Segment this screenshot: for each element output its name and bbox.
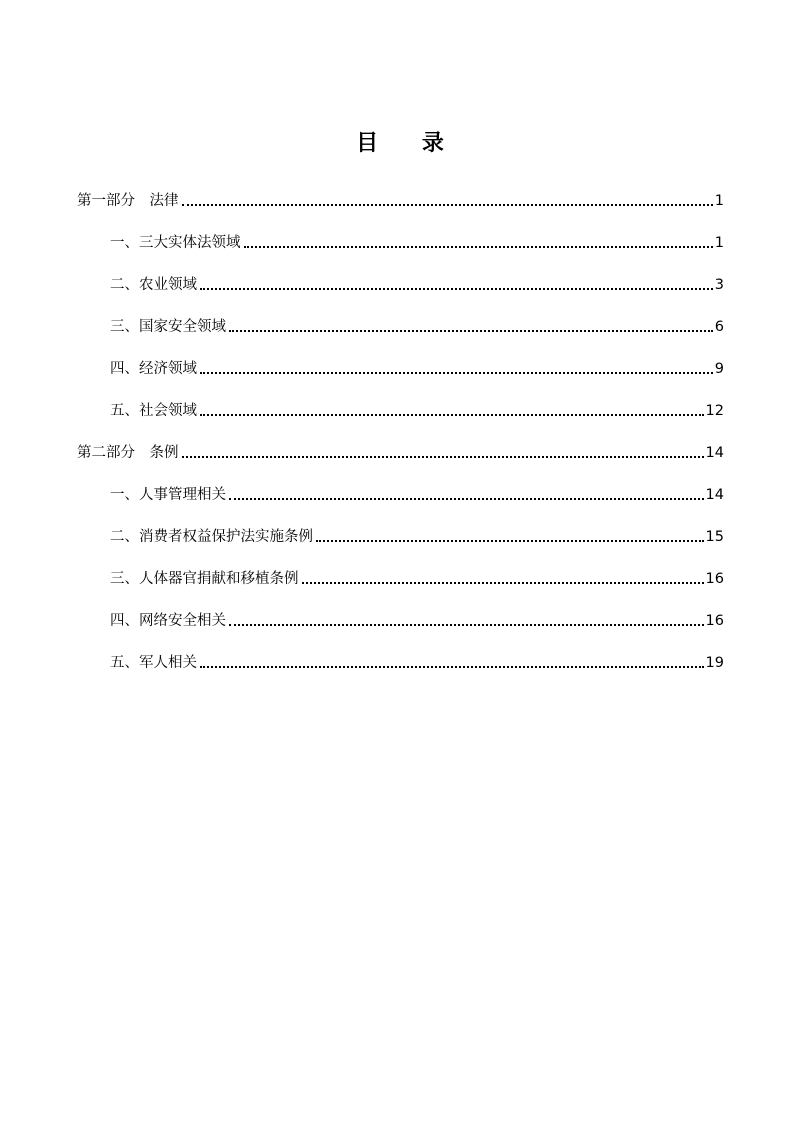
toc-entry-page: 19 xyxy=(705,655,724,671)
toc-entry-label: 五、军人相关 xyxy=(110,655,197,671)
toc-leader-dots xyxy=(229,624,704,626)
toc-entry-part-2-regulations[interactable] xyxy=(77,435,724,463)
toc-entry-military[interactable] xyxy=(110,645,724,673)
toc-leader-dots xyxy=(200,288,713,290)
toc-leader-dots xyxy=(244,246,713,248)
toc-entry-agriculture[interactable] xyxy=(110,267,724,295)
toc-entry-cybersecurity[interactable] xyxy=(110,603,724,631)
toc-entry-label: 四、网络安全相关 xyxy=(110,613,226,629)
toc-entry-label: 二、农业领域 xyxy=(110,277,197,293)
toc-entry-page: 14 xyxy=(705,487,724,503)
toc-entry-page: 14 xyxy=(705,445,724,461)
toc-entry-organ-donation[interactable] xyxy=(110,561,724,589)
toc-leader-dots xyxy=(229,330,713,332)
toc-entry-page: 16 xyxy=(705,571,724,587)
toc-entry-label: 五、社会领域 xyxy=(110,403,197,419)
toc-entry-national-security[interactable] xyxy=(110,309,724,337)
toc-entry-society[interactable] xyxy=(110,393,724,421)
toc-entry-personnel[interactable] xyxy=(110,477,724,505)
toc-entry-part-1-law[interactable] xyxy=(77,183,724,211)
toc-entry-page: 9 xyxy=(714,361,724,377)
toc-entry-label: 四、经济领域 xyxy=(110,361,197,377)
toc-entry-page: 16 xyxy=(705,613,724,629)
toc-entry-page: 15 xyxy=(705,529,724,545)
toc-entry-page: 3 xyxy=(714,277,724,293)
toc-leader-dots xyxy=(200,414,704,416)
toc-leader-dots xyxy=(302,582,704,584)
toc-entry-label: 一、人事管理相关 xyxy=(110,487,226,503)
toc-leader-dots xyxy=(200,372,713,374)
toc-leader-dots xyxy=(182,456,704,458)
toc-entry-label: 三、国家安全领域 xyxy=(110,319,226,335)
toc-entry-page: 1 xyxy=(714,193,724,209)
toc-entry-page: 1 xyxy=(714,235,724,251)
toc-entry-page: 6 xyxy=(714,319,724,335)
toc-leader-dots xyxy=(316,540,704,542)
toc-entry-label: 二、消费者权益保护法实施条例 xyxy=(110,529,313,545)
toc-entry-page: 12 xyxy=(705,403,724,419)
toc-entry-consumer-rights[interactable] xyxy=(110,519,724,547)
toc-leader-dots xyxy=(200,666,704,668)
toc-entry-label: 第二部分 条例 xyxy=(77,445,179,461)
toc-entry-label: 三、人体器官捐献和移植条例 xyxy=(110,571,299,587)
toc-title: 目 录 xyxy=(356,131,462,156)
toc-entry-substantive-law[interactable] xyxy=(110,225,724,253)
toc-entry-economy[interactable] xyxy=(110,351,724,379)
toc-leader-dots xyxy=(229,498,704,500)
toc-entry-label: 一、三大实体法领域 xyxy=(110,235,241,251)
toc-leader-dots xyxy=(182,204,713,206)
toc-entry-label: 第一部分 法律 xyxy=(77,193,179,209)
